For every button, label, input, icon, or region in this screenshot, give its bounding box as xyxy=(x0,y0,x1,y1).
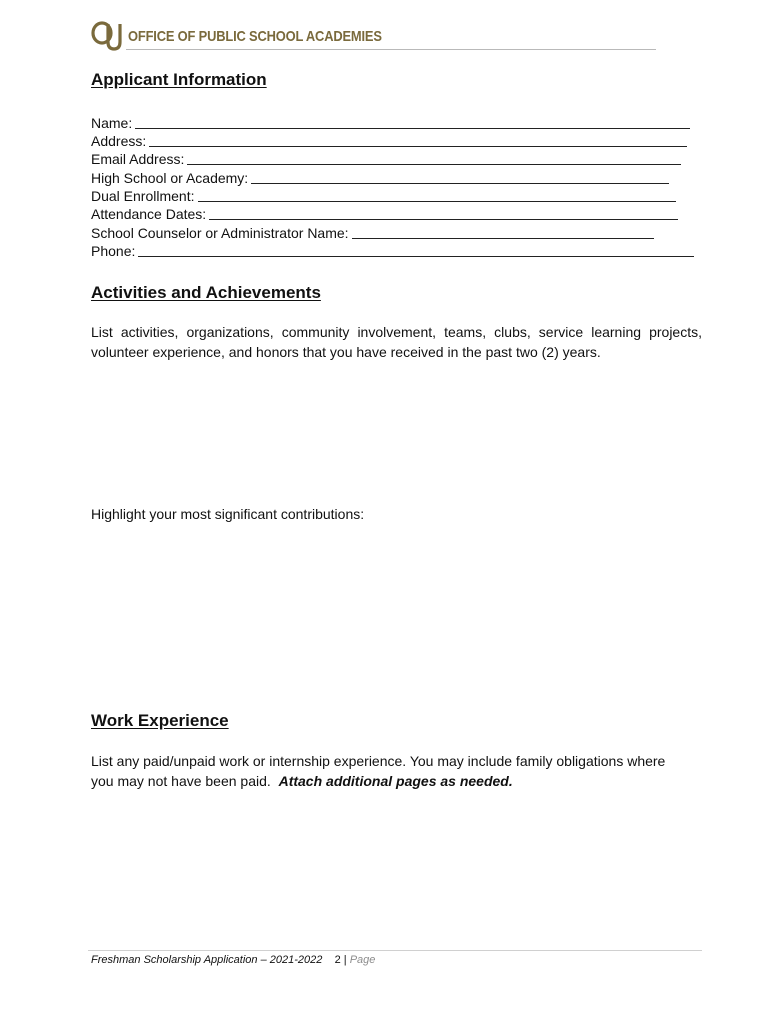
field-line[interactable] xyxy=(209,205,678,220)
header-divider xyxy=(126,49,656,50)
footer-doc-name: Freshman Scholarship Application – 2021-2022 xyxy=(91,954,323,966)
footer-page-number: 2 xyxy=(334,954,341,966)
work-instructions-text: List any paid/unpaid work or internship experience. You may include family obligations where you may not have been paid. xyxy=(91,753,666,789)
field-label: Address: xyxy=(91,133,147,149)
activities-instructions: List activities, organizations, community involvement, teams, clubs, service learning projects, volunteer experience, and honors that you have received in the past two (2) years. xyxy=(91,324,702,360)
address-field[interactable] xyxy=(91,132,687,150)
footer-divider xyxy=(88,950,702,951)
field-label: Dual Enrollment: xyxy=(91,188,195,204)
counselor-name-field[interactable] xyxy=(91,224,654,242)
field-label: Phone: xyxy=(91,243,136,259)
dual-enrollment-field[interactable] xyxy=(91,187,676,205)
phone-field[interactable] xyxy=(91,242,694,260)
applicant-section-title: Applicant Information xyxy=(91,70,267,89)
org-name: OFFICE OF PUBLIC SCHOOL ACADEMIES xyxy=(128,28,382,45)
attendance-dates-field[interactable] xyxy=(91,205,678,223)
attach-note: Attach additional pages as needed. xyxy=(278,772,513,789)
page-footer xyxy=(91,954,375,966)
highlight-prompt: Highlight your most significant contributions: xyxy=(91,506,365,522)
field-label: Email Address: xyxy=(91,151,185,167)
footer-page-label: Page xyxy=(349,954,376,966)
field-line[interactable] xyxy=(251,169,669,184)
work-section-title: Work Experience xyxy=(91,711,229,730)
field-line[interactable] xyxy=(198,187,676,202)
field-line[interactable] xyxy=(149,132,687,147)
activities-section-title: Activities and Achievements xyxy=(91,283,321,302)
field-label: High School or Academy: xyxy=(91,170,249,186)
page-header xyxy=(90,18,656,52)
field-line[interactable] xyxy=(352,224,654,239)
field-line[interactable] xyxy=(135,114,690,129)
footer-separator: | xyxy=(343,954,347,966)
field-label: Attendance Dates: xyxy=(91,206,207,222)
name-field[interactable] xyxy=(91,114,690,132)
field-line[interactable] xyxy=(138,242,694,257)
ou-logo-icon xyxy=(90,18,124,52)
field-line[interactable] xyxy=(187,150,681,165)
field-label: Name: xyxy=(91,115,133,131)
work-instructions xyxy=(91,752,681,791)
high-school-field[interactable] xyxy=(91,169,669,187)
field-label: School Counselor or Administrator Name: xyxy=(91,225,349,241)
email-address-field[interactable] xyxy=(91,150,681,168)
